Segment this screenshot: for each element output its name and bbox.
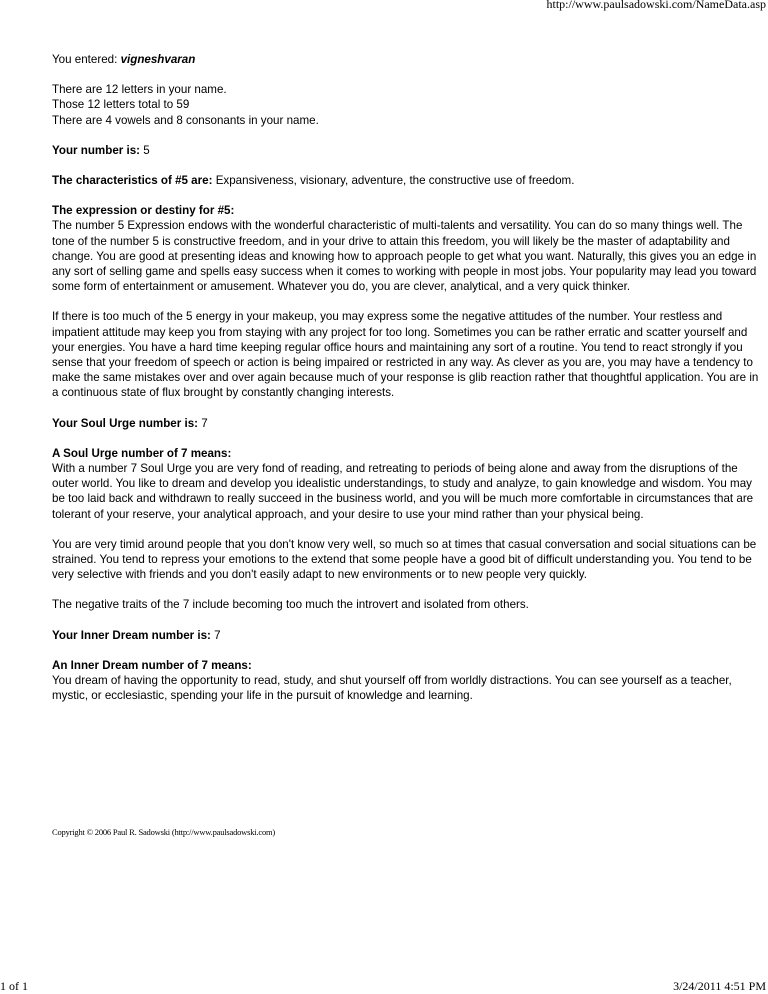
entered-label: You entered: — [52, 53, 118, 66]
entered-name: vigneshvaran — [120, 53, 196, 66]
expression-paragraph-2: If there is too much of the 5 energy in your makeup, you may express some the negative attitudes of the number. Your restless and impatient attitude may keep you from staying with any project for too long. Sometimes you can be rather erratic and scatter yourself and your energies. You have a hard time keeping regular office hours and maintaining any sort of a routine. You tend to react strongly if you sense that your freedom of speech or action is being impaired or restricted in any way. As clever as you are, you may have a tendency to make the same mistakes over and over again because much of your response is glib reaction rather that thoughtful application. You are in a continuous state of flux brought by constantly changing interests. — [52, 310, 759, 400]
soul-urge-label: Your Soul Urge number is: — [52, 416, 199, 430]
copyright-notice: Copyright © 2006 Paul R. Sadowski (http://www.paulsadowski.com) — [52, 827, 276, 837]
your-number-value: 5 — [143, 143, 150, 157]
letter-count-line: There are 12 letters in your name. — [52, 83, 227, 97]
soul-urge-value: 7 — [201, 416, 208, 430]
characteristics-line — [52, 173, 766, 188]
inner-dream-label: Your Inner Dream number is: — [52, 628, 211, 642]
your-number-line — [52, 143, 766, 158]
inner-dream-value: 7 — [214, 628, 221, 642]
print-footer-datetime: 3/24/2011 4:51 PM — [673, 979, 766, 993]
soul-urge-paragraph-3: The negative traits of the 7 include becoming too much the introvert and isolated from others. — [52, 598, 529, 612]
expression-heading: The expression or destiny for #5: — [52, 204, 235, 218]
inner-dream-heading: An Inner Dream number of 7 means: — [52, 658, 252, 672]
soul-urge-paragraph-2: You are very timid around people that you don't know very well, so much so at times that casual conversation and social situations can be strained. You tend to repress your emotions to the extend that some people have a good bit of difficult understanding you. You tend to be very selective with friends and you don't easily adapt to new environments or to new people very quickly. — [52, 537, 757, 582]
print-footer-page-count: 1 of 1 — [0, 979, 28, 993]
soul-urge-line — [52, 416, 766, 431]
soul-urge-heading: A Soul Urge number of 7 means: — [52, 446, 232, 460]
expression-paragraph-1: The number 5 Expression endows with the wonderful characteristic of multi-talents and versatility. You can do so many things well. The tone of the number 5 is constructive freedom, and in your drive to attain this freedom, you will likely be the master of adaptability and change. You are good at presenting ideas and knowing how to approach people to get what you want. Naturally, this gives you an edge in any sort of selling game and spells easy success when it comes to working with people in most jobs. Your popularity may lead you toward some form of entertainment or amusement. Whatever you do, you are clever, analytical, and a very quick thinker. — [52, 219, 757, 294]
characteristics-label: The characteristics of #5 are: — [52, 174, 213, 188]
inner-dream-paragraph-1: You dream of having the opportunity to read, study, and shut yourself off from worldly distractions. You can see yourself as a teacher, mystic, or ecclesiastic, spending your life in the pursuit of knowledge and learning. — [52, 674, 732, 703]
name-data-report — [52, 52, 766, 704]
print-header-url: http://www.paulsadowski.com/NameData.asp — [546, 0, 766, 11]
letter-total-line: Those 12 letters total to 59 — [52, 98, 190, 112]
entered-name-line — [52, 52, 766, 67]
soul-urge-paragraph-1: With a number 7 Soul Urge you are very fond of reading, and retreating to periods of being alone and away from the disruptions of the outer world. You like to dream and develop you idealistic understandings, to study and analyze, to gain knowledge and wisdom. You may be too laid back and withdrawn to really succeed in the business world, and you will be much more comfortable in circumstances that are tolerant of your reserve, your analytical approach, and your desire to use your mind rather than your physical being. — [52, 462, 754, 521]
characteristics-text: Expansiveness, visionary, adventure, the constructive use of freedom. — [215, 174, 575, 188]
your-number-label: Your number is: — [52, 143, 141, 157]
vowel-consonant-line: There are 4 vowels and 8 consonants in your name. — [52, 113, 319, 127]
inner-dream-line — [52, 628, 766, 643]
